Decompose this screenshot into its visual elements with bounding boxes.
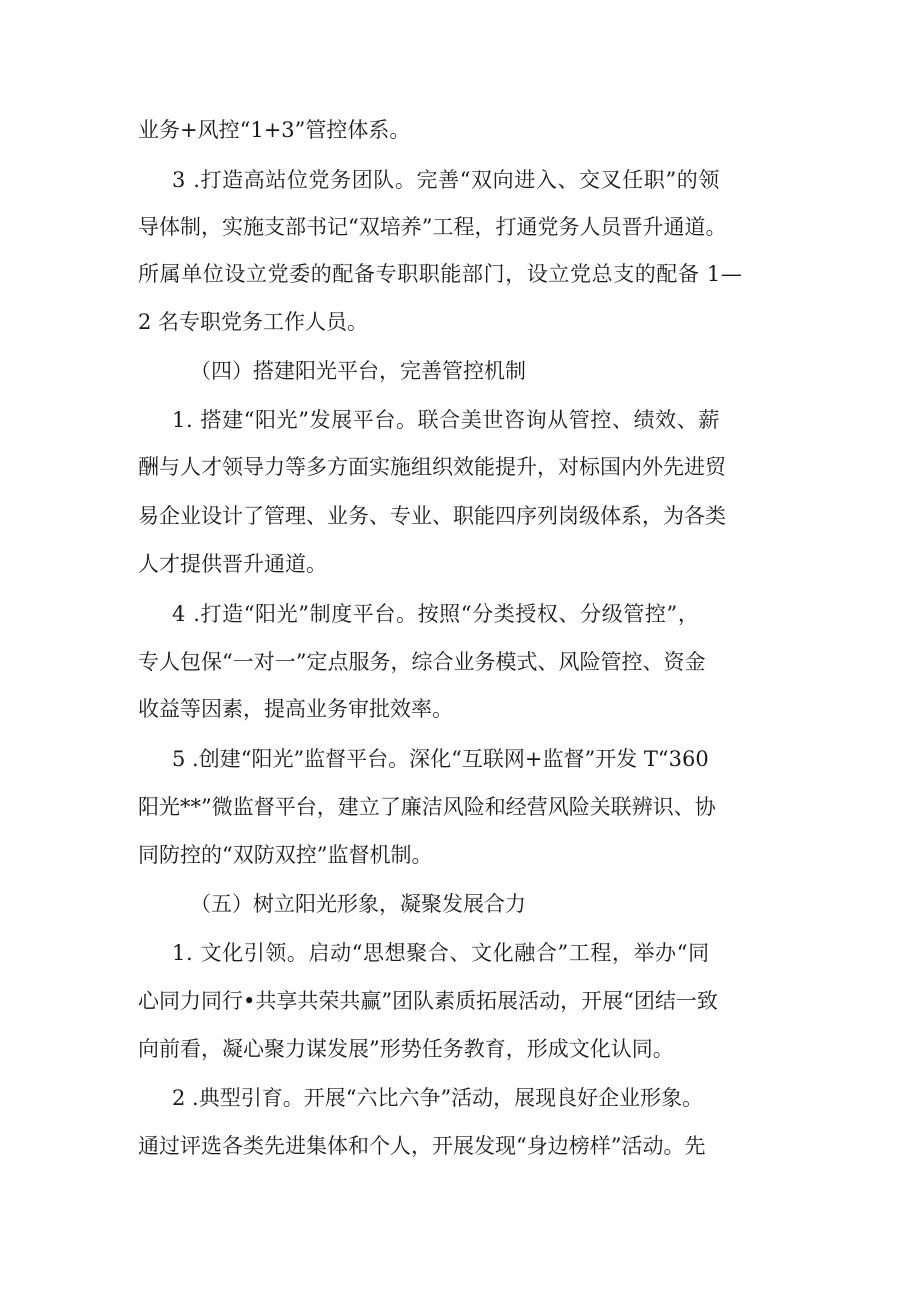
text-line: 2 名专职党务工作人员。 — [138, 310, 369, 334]
section-heading-5: （五）树立阳光形象，凝聚发展合力 — [190, 892, 526, 916]
text-line: 人才提供晋升通道。 — [138, 552, 327, 576]
text-line: 阳光**”微监督平台，建立了廉洁风险和经营风险关联辨识、协 — [138, 795, 716, 819]
text-line: 心同力同行•共享共荣共赢”团队素质拓展活动，开展“团结一致 — [138, 989, 718, 1013]
text-line: 同防控的“双防双控”监督机制。 — [138, 843, 433, 867]
text-line: 所属单位设立党委的配备专职职能部门，设立党总支的配备 1— — [138, 262, 743, 286]
paragraph-line: 5 .创建“阳光”监督平台。深化“互联网+监督”开发 T“360 — [172, 747, 709, 771]
section-heading-4: （四）搭建阳光平台，完善管控机制 — [190, 359, 526, 383]
paragraph-line: 2 .典型引育。开展“六比六争”活动，展现良好企业形象。 — [172, 1086, 704, 1110]
text-line: 专人包保“一对一”定点服务，综合业务模式、风险管控、资金 — [138, 650, 706, 674]
text-line: 易企业设计了管理、业务、专业、职能四序列岗级体系，为各类 — [138, 504, 726, 528]
text-line: 向前看，凝心聚力谋发展”形势任务教育，形成文化认同。 — [138, 1037, 674, 1061]
text-line: 收益等因素，提高业务审批效率。 — [138, 697, 453, 721]
paragraph-3-line-1: 3 .打造高站位党务团队。完善“双向进入、交叉任职”的领 — [172, 168, 720, 192]
paragraph-line: 4 .打造“阳光”制度平台。按照“分类授权、分级管控”， — [172, 602, 700, 626]
text-line: 通过评选各类先进集体和个人，开展发现“身边榜样”活动。先 — [138, 1134, 706, 1158]
paragraph-line: 1. 文化引领。启动“思想聚合、文化融合”工程，举办“同 — [172, 941, 710, 965]
paragraph-line: 1. 搭建“阳光”发展平台。联合美世咨询从管控、绩效、薪 — [172, 408, 720, 432]
text-line: 导体制，实施支部书记“双培养”工程，打通党务人员晋升通道。 — [138, 215, 727, 239]
text-line: 业务+风控“1+3”管控体系。 — [138, 118, 411, 142]
text-line: 酬与人才领导力等多方面实施组织效能提升，对标国内外先进贸 — [138, 455, 726, 479]
